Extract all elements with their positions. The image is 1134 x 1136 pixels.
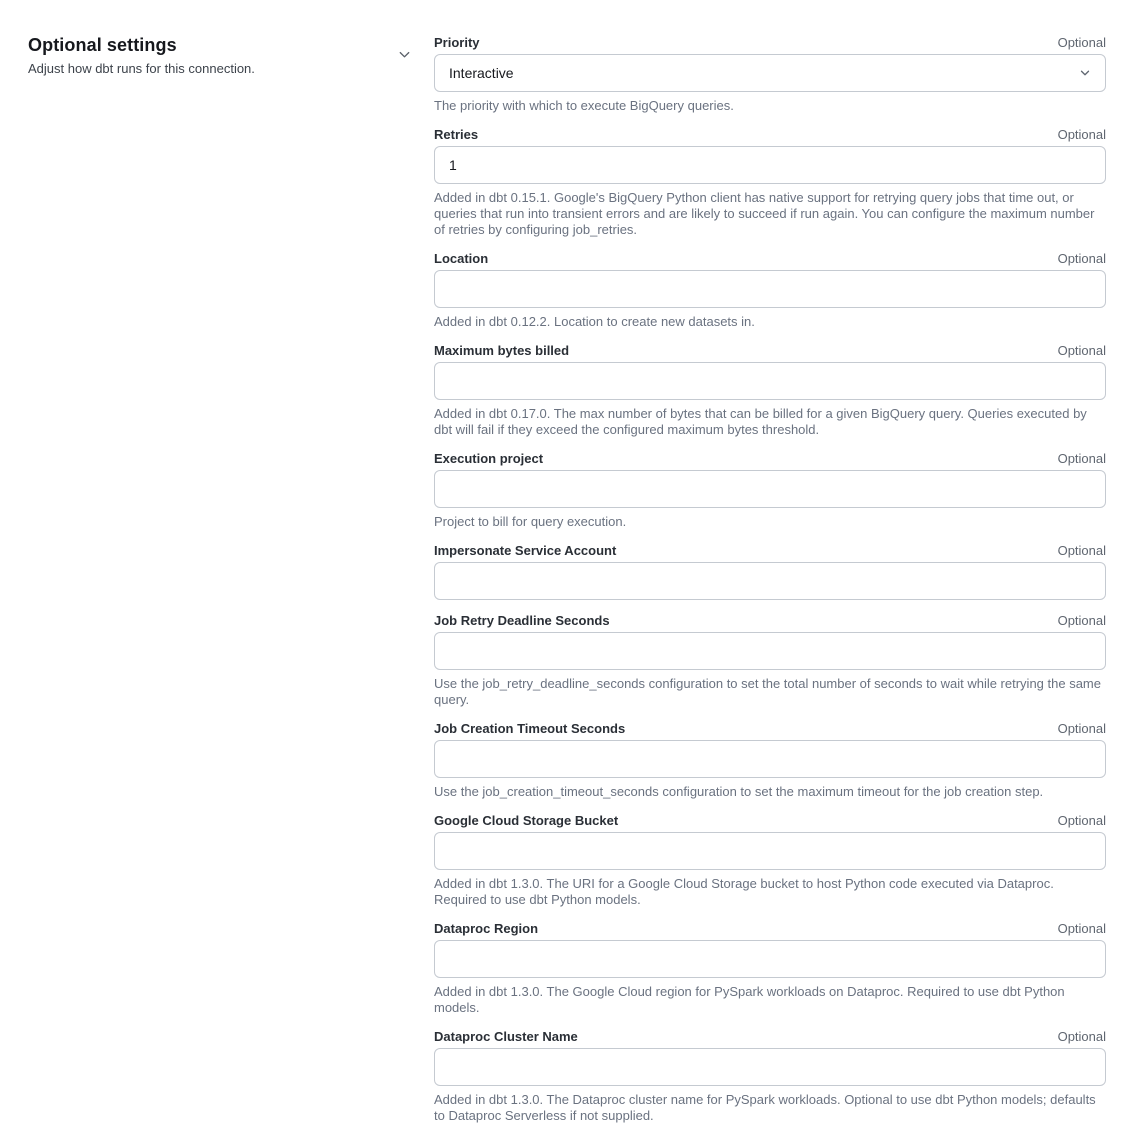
field-job-retry-deadline-seconds (434, 612, 1106, 708)
field-maximum-bytes-billed (434, 342, 1106, 438)
field-label: Impersonate Service Account (434, 543, 617, 558)
field-label: Location (434, 251, 489, 266)
field-help: Use the job_creation_timeout_seconds configuration to set the maximum timeout for the job creation step. (434, 784, 1044, 799)
optional-settings-panel (28, 34, 378, 77)
section-collapse-button[interactable] (394, 44, 414, 64)
field-label: Maximum bytes billed (434, 343, 570, 358)
field-dataproc-region (434, 920, 1106, 1016)
optional-badge: Optional (1057, 813, 1106, 828)
job-retry-deadline-seconds-input[interactable] (434, 632, 1106, 670)
priority-select[interactable] (434, 54, 1106, 92)
optional-badge: Optional (1057, 343, 1106, 358)
field-head (434, 342, 1106, 359)
execution-project-input[interactable] (434, 470, 1106, 508)
optional-badge: Optional (1057, 127, 1106, 142)
location-input[interactable] (434, 270, 1106, 308)
field-head (434, 450, 1106, 467)
dataproc-region-input[interactable] (434, 940, 1106, 978)
field-label: Retries (434, 127, 479, 142)
priority-select-value: Interactive (449, 65, 514, 81)
optional-badge: Optional (1057, 613, 1106, 628)
field-google-cloud-storage-bucket (434, 812, 1106, 908)
field-location (434, 250, 1106, 330)
maximum-bytes-billed-input[interactable] (434, 362, 1106, 400)
field-help: Added in dbt 0.15.1. Google's BigQuery Python client has native support for retrying query jobs that time out, or queries that run into transient errors and are likely to succeed if run again. You can configure the maximum number of retries by configuring job_retries. (434, 190, 1095, 237)
field-job-creation-timeout-seconds (434, 720, 1106, 800)
field-help: Added in dbt 1.3.0. The Dataproc cluster name for PySpark workloads. Optional to use dbt Python models; defaults to Dataproc Serverless if not supplied. (434, 1092, 1096, 1123)
field-priority (434, 34, 1106, 114)
optional-badge: Optional (1057, 451, 1106, 466)
impersonate-service-account-input[interactable] (434, 562, 1106, 600)
field-help: Use the job_retry_deadline_seconds configuration to set the total number of seconds to wait while retrying the same query. (434, 676, 1101, 707)
field-label: Google Cloud Storage Bucket (434, 813, 619, 828)
field-head (434, 250, 1106, 267)
field-label: Priority (434, 35, 480, 50)
field-label: Job Creation Timeout Seconds (434, 721, 626, 736)
optional-settings-form (434, 34, 1106, 1136)
field-head (434, 612, 1106, 629)
section-subtitle: Adjust how dbt runs for this connection. (28, 61, 255, 76)
field-help: The priority with which to execute BigQuery queries. (434, 98, 734, 113)
field-help: Added in dbt 1.3.0. The Google Cloud region for PySpark workloads on Dataproc. Required to use dbt Python models. (434, 984, 1065, 1015)
optional-badge: Optional (1057, 921, 1106, 936)
optional-badge: Optional (1057, 1029, 1106, 1044)
field-head (434, 1028, 1106, 1045)
field-help: Added in dbt 0.17.0. The max number of bytes that can be billed for a given BigQuery query. Queries executed by dbt will fail if they exceed the configured maximum bytes threshold. (434, 406, 1087, 437)
optional-badge: Optional (1057, 251, 1106, 266)
field-head (434, 126, 1106, 143)
field-label: Dataproc Region (434, 921, 539, 936)
chevron-down-icon (1079, 67, 1091, 79)
field-impersonate-service-account (434, 542, 1106, 600)
field-label: Execution project (434, 451, 544, 466)
optional-badge: Optional (1057, 721, 1106, 736)
chevron-down-icon (397, 47, 412, 62)
field-label: Dataproc Cluster Name (434, 1029, 578, 1044)
field-retries (434, 126, 1106, 238)
field-label: Job Retry Deadline Seconds (434, 613, 610, 628)
field-help: Added in dbt 0.12.2. Location to create new datasets in. (434, 314, 755, 329)
retries-input[interactable] (434, 146, 1106, 184)
page-title: Optional settings (28, 35, 177, 55)
optional-badge: Optional (1057, 543, 1106, 558)
field-help: Project to bill for query execution. (434, 514, 627, 529)
optional-badge: Optional (1057, 35, 1106, 50)
dataproc-cluster-name-input[interactable] (434, 1048, 1106, 1086)
field-execution-project (434, 450, 1106, 530)
field-head (434, 920, 1106, 937)
job-creation-timeout-seconds-input[interactable] (434, 740, 1106, 778)
google-cloud-storage-bucket-input[interactable] (434, 832, 1106, 870)
field-dataproc-cluster-name (434, 1028, 1106, 1124)
field-help: Added in dbt 1.3.0. The URI for a Google Cloud Storage bucket to host Python code executed via Dataproc. Required to use dbt Python models. (434, 876, 1054, 907)
field-head (434, 812, 1106, 829)
field-head (434, 542, 1106, 559)
field-head (434, 720, 1106, 737)
field-head (434, 34, 1106, 51)
